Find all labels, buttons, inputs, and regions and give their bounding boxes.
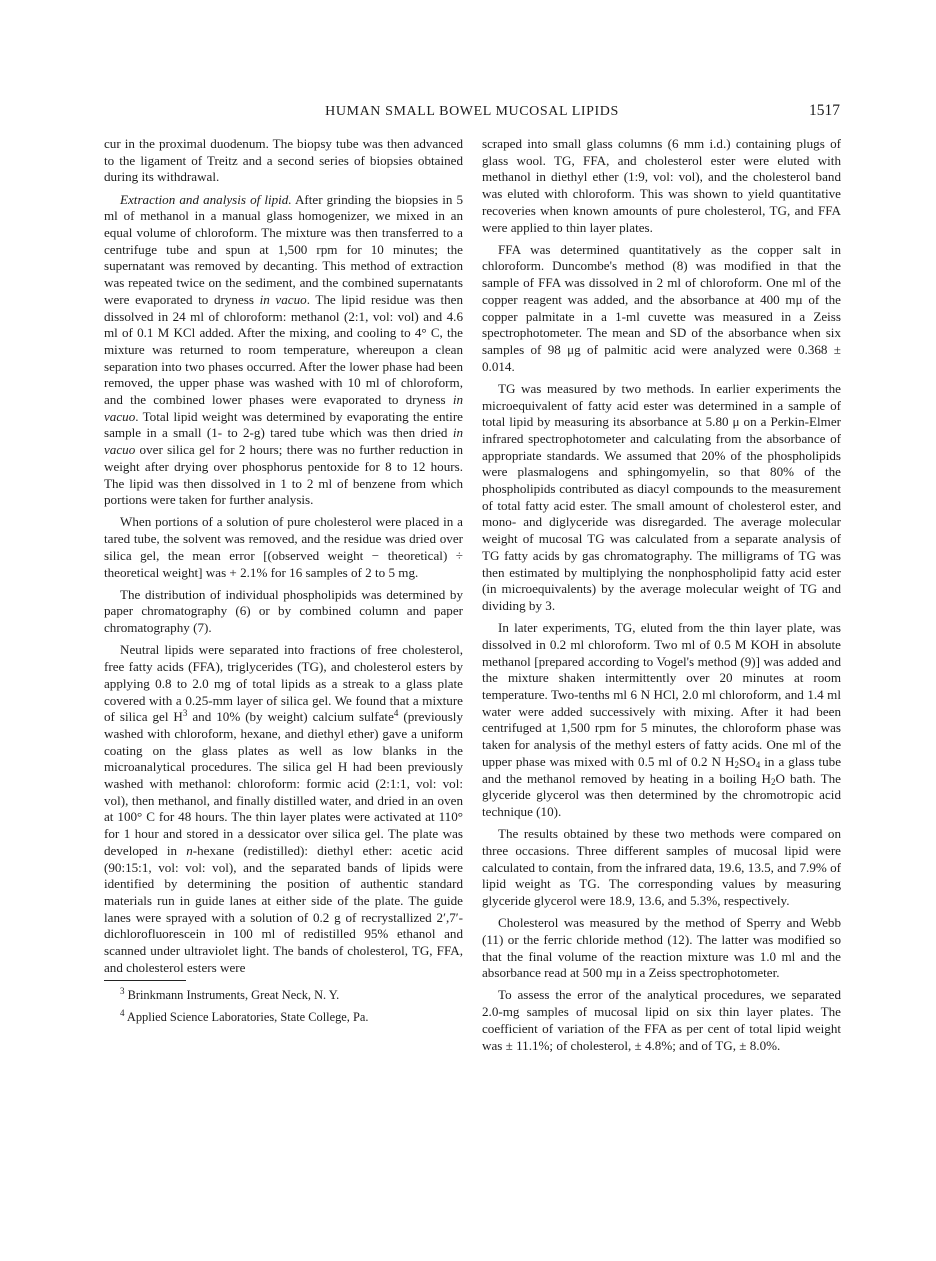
footnote-ref: 4 [393,708,399,719]
paragraph: Cholesterol was measured by the method of Sperry and Webb (11) or the ferric chloride method (12). The latter was modified so that the final volume of the reaction mixture was 1.0 ml and the absorbance read at 500 mμ in a Zeiss spectrophotometer. [482,915,841,981]
paragraph: To assess the error of the analytical procedures, we separated 2.0-mg samples of mucosal lipid on six thin layer plates. The coefficient of variation of the FFA as per cent of total lipid weight was ± 11.1%; of cholesterol, ± 4.8%; and of TG, ± 8.0%. [482,987,841,1053]
footnote-divider [104,980,186,981]
paragraph: In later experiments, TG, eluted from the thin layer plate, was dissolved in 0.2 ml chloroform. Two ml of 0.5 M KOH in absolute methanol [prepared according to Vogel's method (9)] was added and the mixture shaken intermittently over 20 minutes at room temperature. Two-tenths ml 6 N HCl, 2.0 ml chloroform, and 1.4 ml water were added successively with mixing. After it had been centrifuged at 1,500 rpm for 5 minutes, the chloroform phase was taken for analysis of the methyl esters of fatty acids. One ml of the upper phase was mixed with 0.5 ml of 0.2 N $H_2SO_4$ in a glass tube and the methanol removed by heating in a boiling $H_2O$ bath. The glyceride glycerol was then determined by the chromotropic acid technique (10). [482,620,842,819]
running-head: HUMAN SMALL BOWEL MUCOSAL LIPIDS [325,104,619,119]
footnote-ref: 3 [182,708,188,719]
right-column [482,136,841,1060]
section-heading: Extraction and analysis of lipid. [120,191,292,207]
left-column [104,136,463,1031]
paragraph-extraction: Extraction and analysis of lipid. After grinding the biopsies in 5 ml of methanol in a manual glass homogenizer, we mixed in an equal volume of chloroform. The mixture was then transferred to a centrifuge tube and spun at 1,500 rpm for 10 minutes; the supernatant was removed by decanting. This method of extraction was repeated twice on the sediment, and the combined supernatants were evaporated to dryness in vacuo. The lipid residue was then dissolved in 24 ml of chloroform: methanol (2:1, vol: vol) and 4.6 ml of 0.1 M KCl added. After the mixing, and cooling to 4° C, the mixture was returned to room temperature, whereupon a clean separation into two phases occurred. After the lower phase had been removed, the upper phase was washed with 10 ml of chloroform, and the combined lower phases were evaporated to dryness in vacuo. Total lipid weight was determined by evaporating the entire sample in a small (1- to 2-g) tared tube which was then dried in vacuo over silica gel for 2 hours; there was no further reduction in weight after drying over phosphorus pentoxide for 8 to 12 hours. The lipid was then dissolved in 1 to 2 ml of benzene from which portions were taken for further analysis. [104,191,463,508]
footnote: $^3$ Brinkmann Instruments, Great Neck, N. Y. [120,986,340,1003]
footnote: $^4$ Applied Science Laboratories, State College, Pa. [120,1008,369,1025]
page-header [104,102,840,124]
page-number: 1517 [809,102,840,119]
paragraph: The distribution of individual phospholipids was determined by paper chromatography (6) or by combined column and paper chromatography (7). [104,586,463,636]
paragraph: FFA was determined quantitatively as the copper salt in chloroform. Duncombe's method (8) was modified in that the sample of FFA was dissolved in 2 ml of chloroform. One ml of the copper reagent was added, and the absorbance at 400 mμ of the copper palmitate in a 1-ml cuvette was measured in a Zeiss spectrophotometer. The mean and SD of the absorbance when six samples of 98 μg of palmitic acid were analyzed were 0.368 ± 0.014. [482,241,841,374]
paragraph: cur in the proximal duodenum. The biopsy tube was then advanced to the ligament of Treitz and a second series of biopsies obtained during its withdrawal. [104,136,463,185]
paragraph: When portions of a solution of pure cholesterol were placed in a tared tube, the solvent was removed, and the residue was dried over silica gel, the mean error [(observed weight − theoretical) ÷ theoretical weight] was + 2.1% for 16 samples of 2 to 5 mg. [104,514,463,580]
paragraph: Neutral lipids were separated into fractions of free cholesterol, free fatty acids (FFA), triglycerides (TG), and cholesterol esters by applying 0.8 to 2.0 mg of total lipids as a streak to a glass plate covered with a 0.25-mm layer of silica gel. We found that a mixture of silica gel $H^3$ and 10% (by weight) calcium sulfate$^4$ (previously washed with chloroform, hexane, and diethyl ether) gave a uniform coating on the glass plates as well as low blanks in the microanalytical procedures. The silica gel H had been previously washed with methanol: chloroform: formic acid (2:1:1, vol: vol: vol), then methanol, and finally distilled water, and dried in an oven at 100° C for 48 hours. The thin layer plates were activated at 110° for 1 hour and stored in a dessicator over silica gel. The plate was developed in n-hexane (redistilled): diethyl ether: acetic acid (90:15:1, vol: vol: vol), and the separated bands of lipids were identified by determining the position of authentic standard materials run in guide lanes at either side of the plate. The guide lanes were sprayed with a solution of 0.2 g of recrystallized 2′,7′-dichlorofluorescein in 100 ml of redistilled 95% ethanol and scanned under ultraviolet light. The bands of cholesterol, TG, FFA, and cholesterol esters were [104,642,463,975]
paragraph: TG was measured by two methods. In earlier experiments the microequivalent of fatty acid ester was determined in a sample of total lipid by measuring its absorbance at 5.80 μ on a Perkin-Elmer infrared spectrophotometer and calculating from the absorbance of appropriate standards. We assumed that 20% of the phospholipids were plasmalogens and sphingomyelin, so that 80% of the phospholipids contributed as diacyl compounds to the measurement of total fatty acid ester. The small amount of cholesterol ester, and mono- and diglyceride was disregarded. The average molecular weight of mucosal TG was calculated from a separate analysis of TG fatty acids by gas chromatography. The milligrams of TG was then estimated by multiplying the nonphospholipid fatty acid ester (in microequivalents) by the average molecular weight of TG and dividing by 3. [482,380,841,613]
paragraph: scraped into small glass columns (6 mm i.d.) containing plugs of glass wool. TG, FFA, and cholesterol ester were eluted with methanol in diethyl ether (1:9, vol: vol), and the cholesterol band was eluted with chloroform. This was shown to yield quantitative recoveries when known amounts of pure cholesterol, TG, and FFA were applied to thin layer plates. [482,136,841,235]
paragraph: The results obtained by these two methods were compared on three occasions. Three different samples of mucosal lipid were calculated to contain, from the infrared data, 19.6, 13.5, and 7.9% of lipid weight as TG. The corresponding values by measuring glyceride glycerol were 18.9, 13.6, and 5.3%, respectively. [482,826,841,908]
